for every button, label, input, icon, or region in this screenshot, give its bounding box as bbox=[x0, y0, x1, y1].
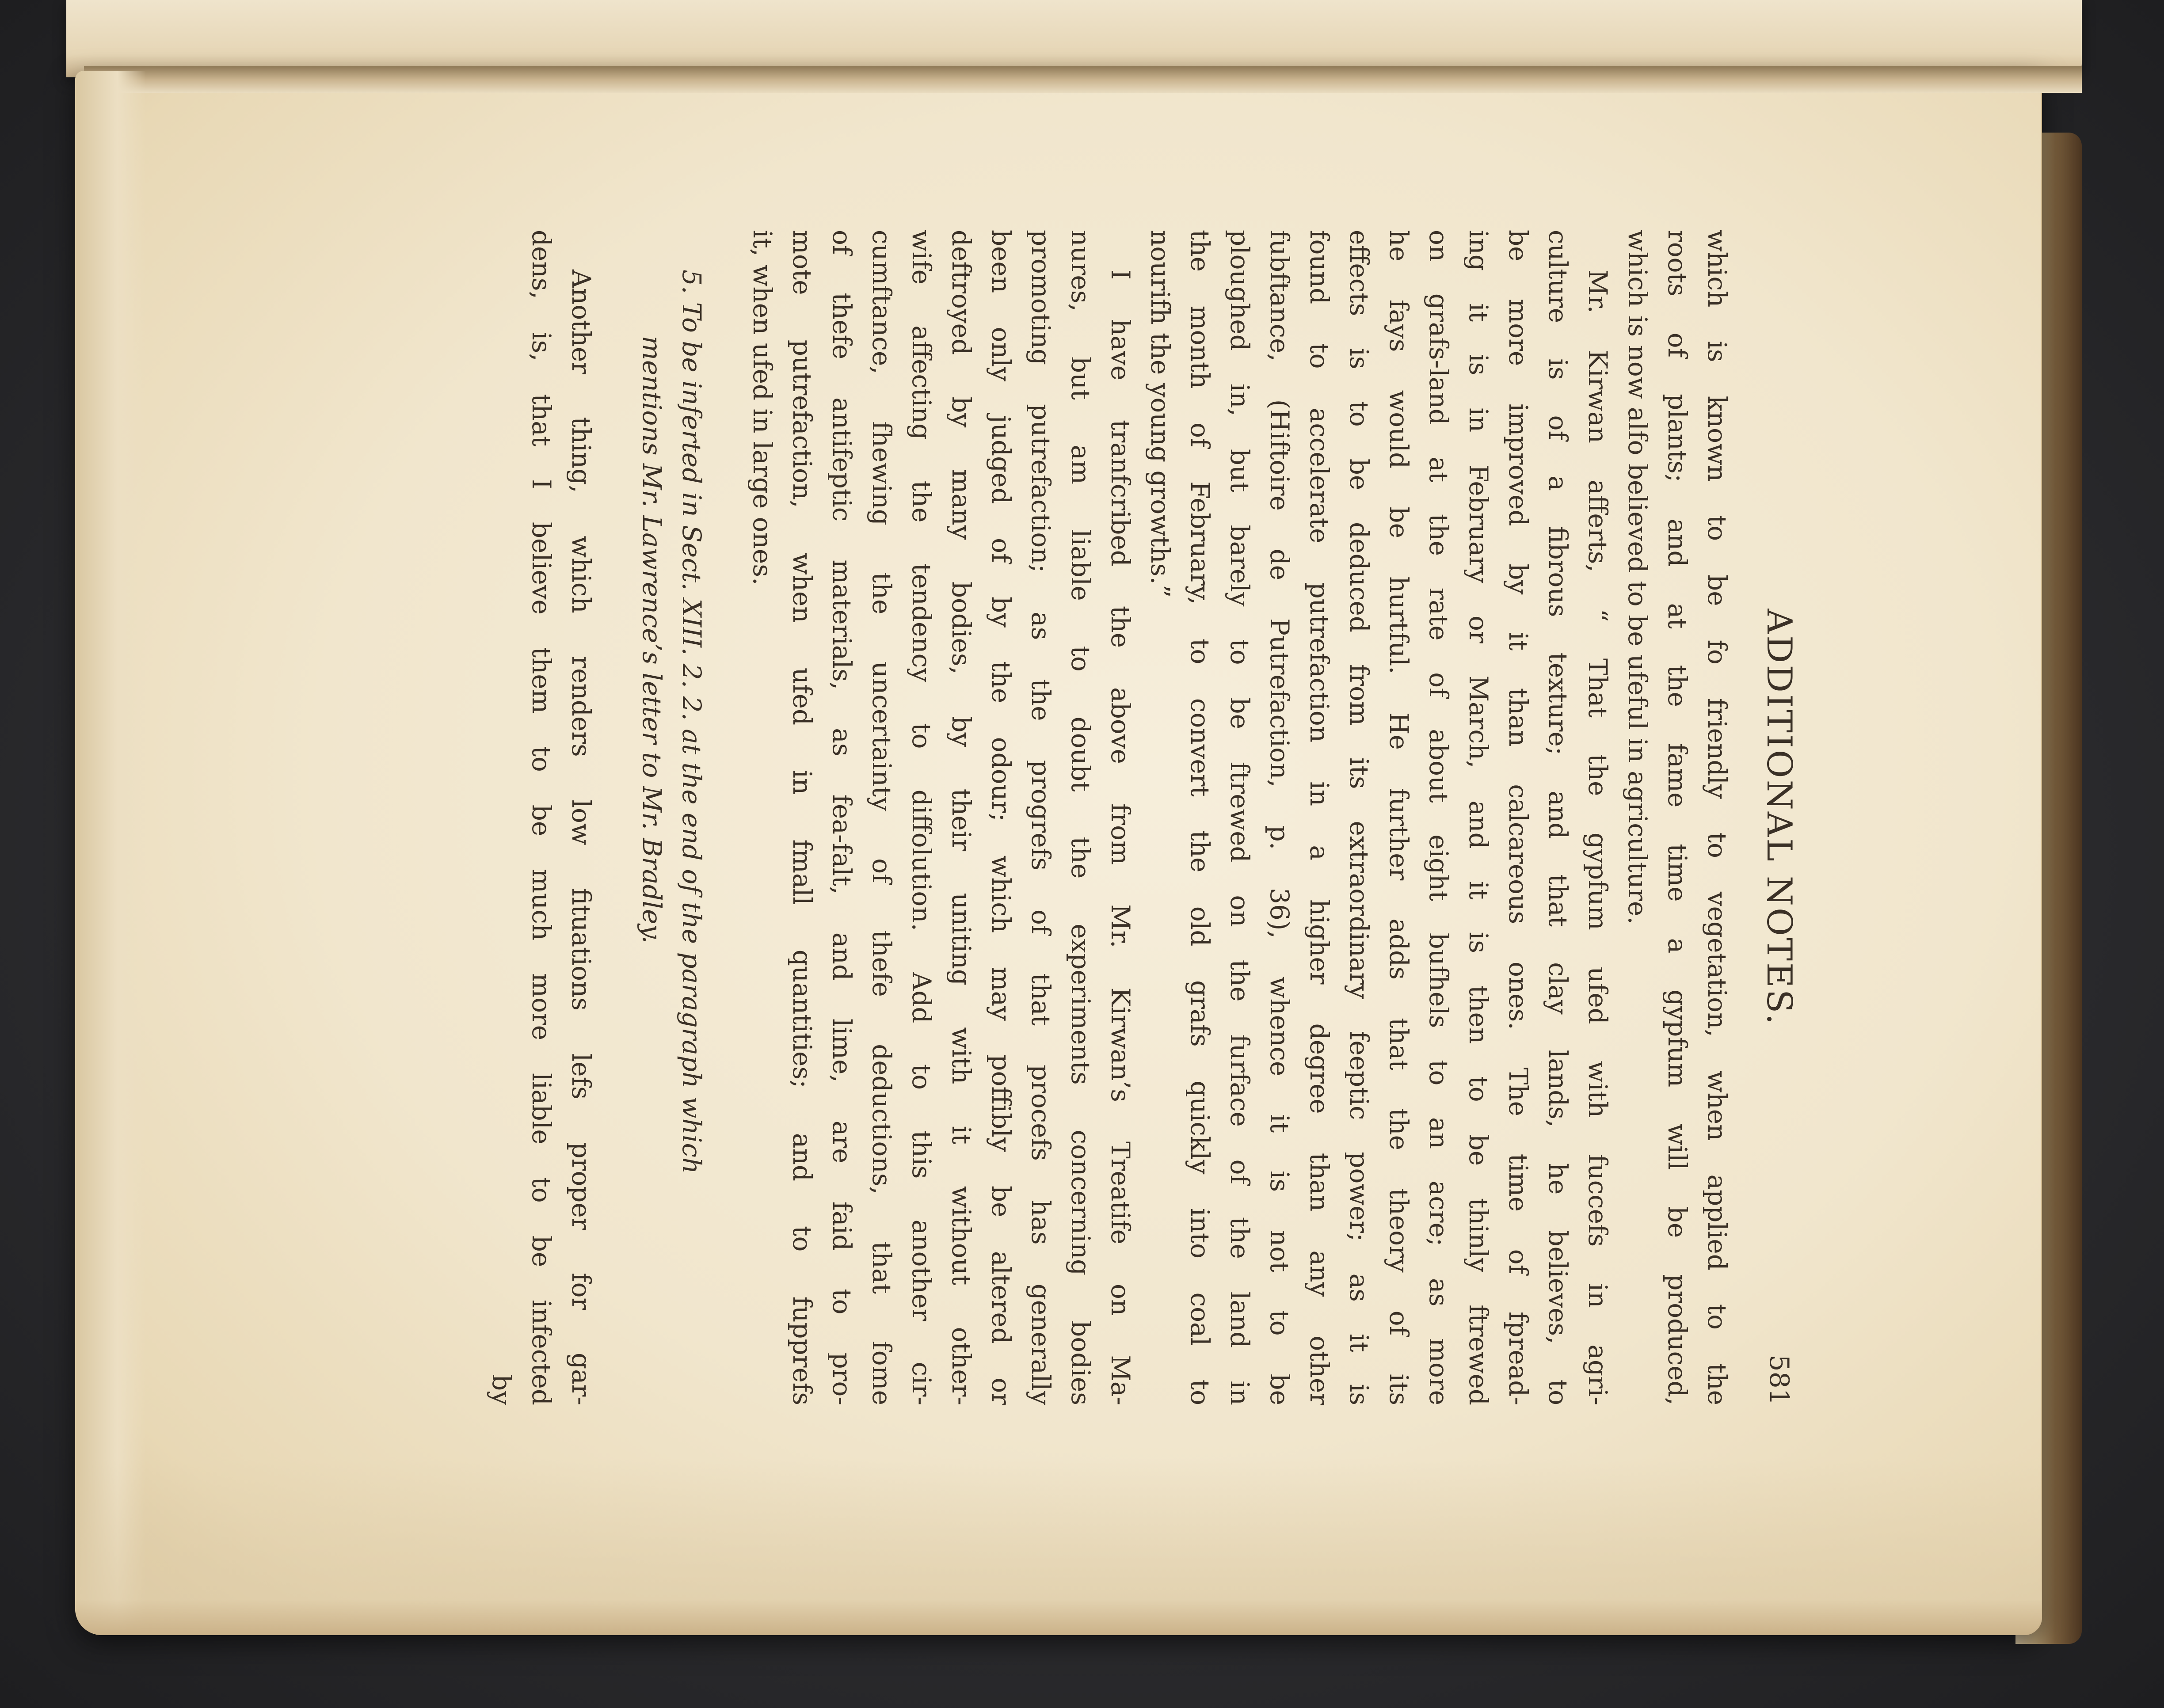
page-header bbox=[1737, 230, 1803, 1405]
text-line: ploughed in, but barely to be ftrewed on the furface of the land in bbox=[1225, 230, 1255, 1405]
text-line: of thefe antifeptic materials, as fea-falt, and lime, are faid to pro- bbox=[827, 230, 857, 1405]
note-heading-line: mentions Mr. Lawrence’s letter to Mr. Bradley. bbox=[637, 336, 667, 943]
text-line: roots of plants; and at the fame time a gypfum will be produced, bbox=[1662, 230, 1692, 1405]
paragraph-4 bbox=[482, 230, 601, 1405]
text-line: been only judged of by the odour; which may poffibly be altered or bbox=[986, 230, 1016, 1405]
text-line: deftroyed by many bodies, by their uniting with it without other- bbox=[946, 230, 976, 1405]
text-line: effects is to be deduced from its extraordinary feeptic power; as it is bbox=[1344, 230, 1374, 1405]
text-line: found to accelerate putrefaction in a higher degree than any other bbox=[1304, 230, 1334, 1405]
text-line: be more improved by it than calcareous ones. The time of fpread- bbox=[1503, 230, 1533, 1405]
text-line: nures, but am liable to doubt the experiments concerning bodies bbox=[1066, 230, 1096, 1405]
paragraph-1 bbox=[1618, 230, 1737, 1405]
text-line: it, when ufed in large ones. bbox=[747, 230, 777, 586]
running-title: ADDITIONAL NOTES. bbox=[1759, 609, 1799, 1027]
text-line: Another thing, which renders low fituations lefs proper for gar- bbox=[566, 270, 596, 1405]
text-line: dens, is, that I believe them to be much more liable to be infected bbox=[526, 230, 556, 1405]
text-line: wife affecting the tendency to diffolution. Add to this another cir- bbox=[907, 230, 937, 1405]
text-line: which is now alfo believed to be ufeful in agriculture. bbox=[1623, 230, 1653, 924]
text-line: Mr. Kirwan afferts, “ That the gypfum ufed with fuccefs in agri- bbox=[1583, 270, 1613, 1405]
text-line: I have tranfcribed the above from Mr. Kirwan’s Treatife on Ma- bbox=[1105, 270, 1135, 1405]
page-bottom-edge bbox=[75, 1458, 2042, 1635]
paragraph-2 bbox=[1140, 230, 1618, 1405]
text-line: fubftance, (Hiftoire de Putrefaction, p. 36), whence it is not to be bbox=[1265, 230, 1295, 1405]
page-left-edge bbox=[75, 71, 146, 1635]
paragraph-3 bbox=[743, 230, 1140, 1405]
page-text-block bbox=[487, 230, 1803, 1405]
text-line: which is known to be fo friendly to vegetation, when applied to the bbox=[1702, 230, 1732, 1405]
book-gutter bbox=[84, 66, 2082, 93]
text-line: promoting putrefaction; as the progrefs of that procefs has generally bbox=[1026, 230, 1056, 1405]
text-line: mote putrefaction, when ufed in fmall quantities; and to fupprefs bbox=[787, 230, 817, 1405]
text-line: he fays would be hurtful. He further adds that the theory of its bbox=[1384, 230, 1414, 1405]
catchword: by bbox=[487, 1374, 517, 1405]
page-number: 581 bbox=[1764, 1354, 1794, 1405]
text-line: ing it is in February or March, and it is then to be thinly ftrewed bbox=[1463, 230, 1493, 1405]
facing-page-edge bbox=[66, 0, 2082, 77]
text-line: cumftance, fhewing the uncertainty of thefe deductions, that fome bbox=[867, 230, 897, 1405]
text-line: the month of February, to convert the old grafs quickly into coal to bbox=[1185, 230, 1215, 1405]
note-heading-line: 5. To be inferted in Sect. XIII. 2. 2. at the end of the paragraph which bbox=[677, 270, 707, 1174]
text-line: nourifh the young growths.” bbox=[1145, 230, 1175, 598]
section-note-5 bbox=[632, 230, 712, 1405]
text-line: culture is of a fibrous texture; and that clay lands, he believes, to bbox=[1543, 230, 1573, 1405]
text-line: on grafs-land at the rate of about eight bufhels to an acre; as more bbox=[1424, 230, 1454, 1405]
